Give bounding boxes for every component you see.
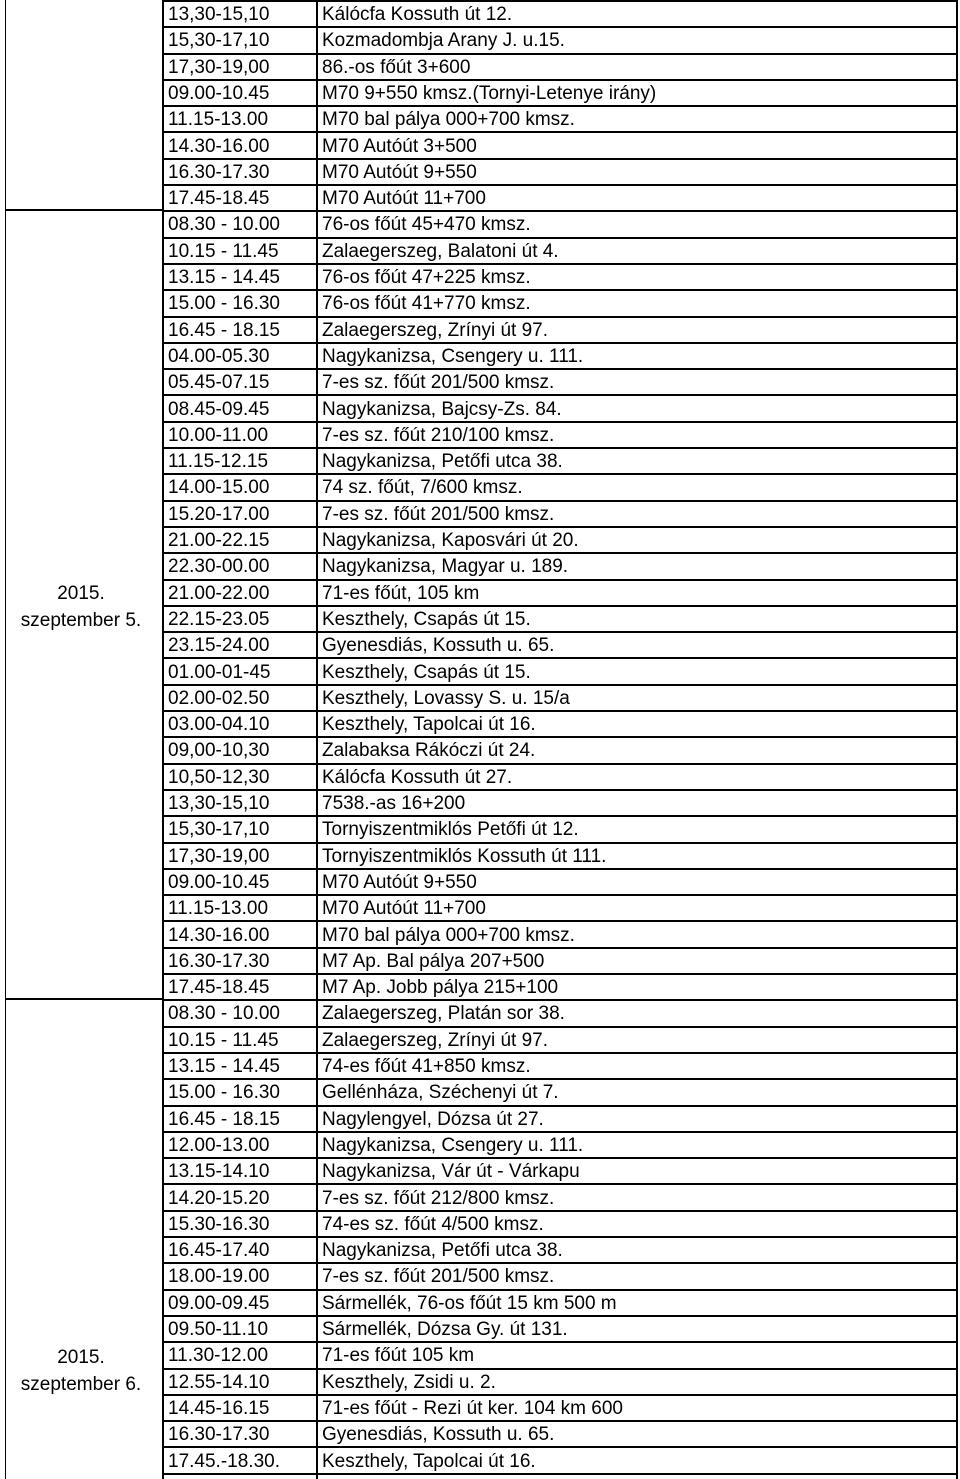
table-row	[164, 896, 956, 922]
table-row	[164, 1001, 956, 1027]
time-cell: 13,30-15,10	[168, 793, 270, 814]
location-cell: Nagykanizsa, Csengery u. 111.	[322, 1134, 584, 1156]
table-row	[164, 55, 956, 81]
table-row	[164, 1264, 956, 1290]
time-cell: 11.30-12.00	[168, 1345, 269, 1367]
table-row	[164, 791, 956, 817]
time-cell: 13.15 - 14.45	[168, 267, 280, 288]
location-cell: 7-es sz. főút 201/500 kmsz.	[322, 372, 555, 394]
time-cell: 02.00-02.50	[168, 687, 270, 709]
location-cell: M70 bal pálya 000+700 kmsz.	[322, 924, 575, 946]
table-row	[164, 817, 956, 843]
location-cell: Keszthely, Tapolcai út 16.	[322, 714, 536, 736]
table-row	[164, 528, 956, 554]
time-cell: 09.00-09.45	[168, 1292, 270, 1314]
table-row	[164, 107, 956, 133]
location-cell: Nagylengyel, Dózsa út 27.	[322, 1108, 544, 1130]
location-cell: Kozmadombja Arany J. u.15.	[322, 30, 565, 52]
time-cell: 08.45-09.45	[168, 398, 270, 420]
time-cell: 11.15-13.00	[168, 898, 269, 920]
time-cell: 17.45-18.45	[168, 977, 270, 999]
time-cell: 04.00-05.30	[168, 345, 270, 367]
time-cell: 10.15 - 11.45	[168, 1029, 279, 1051]
table-row	[164, 1396, 956, 1422]
location-cell: M70 Autóút 9+550	[322, 871, 477, 893]
location-cell: M70 bal pálya 000+700 kmsz.	[322, 109, 575, 131]
time-cell: 16.45 - 18.15	[168, 1108, 280, 1130]
time-cell: 14.20-15.20	[168, 1187, 270, 1209]
location-cell: Zalaegerszeg, Zrínyi út 97.	[322, 1029, 548, 1051]
table-row	[164, 581, 956, 607]
table-row	[164, 1449, 956, 1475]
time-cell: 11.15-12.15	[168, 451, 269, 473]
table-row	[164, 686, 956, 712]
time-cell: 13,30-15,10	[168, 4, 270, 25]
location-cell: Keszthely, Csapás út 15.	[322, 661, 531, 683]
date-label-year: 2015.	[57, 1347, 105, 1368]
location-cell: 71-es főút 105 km	[322, 1345, 475, 1367]
table-row	[164, 923, 956, 949]
location-cell: 7538.-as 16+200	[322, 793, 466, 814]
table-row	[164, 1028, 956, 1054]
location-cell: 74-es sz. főút 4/500 kmsz.	[322, 1213, 544, 1235]
left-edge-line	[5, 0, 6, 1479]
time-cell: 16.30-17.30	[168, 161, 270, 183]
table-row	[164, 1238, 956, 1264]
table-row	[164, 1159, 956, 1185]
table-row	[164, 475, 956, 501]
time-cell: 03.00-04.10	[168, 714, 270, 736]
time-cell: 15.20-17.00	[168, 503, 270, 525]
time-cell: 15.00 - 16.30	[168, 293, 280, 315]
location-cell: Nagykanizsa, Bajcsy-Zs. 84.	[322, 398, 562, 420]
time-cell: 10.15 - 11.45	[168, 240, 279, 262]
time-cell: 22.30-00.00	[168, 556, 270, 578]
table-row	[164, 1370, 956, 1396]
date-label-day: szeptember 6.	[20, 1374, 142, 1395]
time-cell: 21.00-22.15	[168, 530, 270, 551]
table-row	[164, 1080, 956, 1106]
table-row	[164, 633, 956, 659]
time-cell: 09.00-10.45	[168, 871, 270, 893]
time-cell: 01.00-01-45	[168, 661, 271, 683]
table-row	[164, 423, 956, 449]
time-cell: 17,30-19,00	[168, 56, 270, 78]
location-cell: M70 Autóút 3+500	[322, 135, 477, 157]
time-cell: 14.30-16.00	[168, 135, 270, 157]
time-cell: 15.00 - 16.30	[168, 1082, 280, 1104]
time-cell: 18.00-19.00	[168, 1266, 270, 1288]
table-row	[164, 134, 956, 160]
time-cell: 17,30-19,00	[168, 845, 270, 867]
location-cell: Gellénháza, Széchenyi út 7.	[322, 1082, 559, 1104]
time-cell: 15,30-17,10	[168, 819, 270, 841]
location-cell: Nagykanizsa, Magyar u. 189.	[322, 556, 569, 578]
table-right-border	[956, 0, 958, 1479]
location-cell: Zalabaksa Rákóczi út 24.	[322, 740, 536, 762]
location-cell: Tornyiszentmiklós Petőfi út 12.	[322, 819, 579, 841]
location-cell: Sármellék, 76-os főút 15 km 500 m	[322, 1292, 617, 1314]
location-cell: Zalaegerszeg, Platán sor 38.	[322, 1003, 565, 1025]
location-cell: Zalaegerszeg, Zrínyi út 97.	[322, 319, 548, 341]
location-cell: Zalaegerszeg, Balatoni út 4.	[322, 240, 559, 262]
time-cell: 22.15-23.05	[168, 608, 270, 630]
location-cell: M7 Ap. Bal pálya 207+500	[322, 950, 545, 972]
table-row	[164, 28, 956, 54]
table-row	[164, 397, 956, 423]
location-cell: Gyenesdiás, Kossuth u. 65.	[322, 1424, 555, 1446]
table-row	[164, 291, 956, 317]
table-row	[164, 870, 956, 896]
time-cell: 08.30 - 10.00	[168, 214, 280, 236]
location-cell: Nagykanizsa, Csengery u. 111.	[322, 345, 584, 367]
location-cell: Gyenesdiás, Kossuth u. 65.	[322, 635, 555, 657]
time-cell: 16.45 - 18.15	[168, 319, 280, 341]
location-cell: Kálócfa Kossuth út 27.	[322, 766, 513, 788]
time-cell: 15.30-16.30	[168, 1213, 270, 1235]
time-cell: 09.50-11.10	[168, 1319, 269, 1340]
location-cell: 7-es sz. főút 201/500 kmsz.	[322, 503, 555, 525]
table-row	[164, 1343, 956, 1369]
location-cell: 86.-os főút 3+600	[322, 56, 471, 78]
location-cell: 74-es főút 41+850 kmsz.	[322, 1056, 531, 1077]
time-cell: 13.15 - 14.45	[168, 1056, 280, 1077]
table-row	[164, 1054, 956, 1080]
location-cell: 71-es főút - Rezi út ker. 104 km 600	[322, 1397, 623, 1419]
table-row	[164, 186, 956, 212]
time-cell: 15,30-17,10	[168, 30, 270, 52]
location-cell: Keszthely, Zsidi u. 2.	[322, 1371, 496, 1393]
table-row	[164, 1186, 956, 1212]
location-cell: Nagykanizsa, Vár út - Várkapu	[322, 1161, 580, 1183]
time-cell: 11.15-13.00	[168, 109, 269, 131]
table-row	[164, 1212, 956, 1238]
time-cell: 10,50-12,30	[168, 766, 270, 788]
table-row	[164, 344, 956, 370]
time-cell: 16.30-17.30	[168, 1424, 270, 1446]
time-cell: 13.15-14.10	[168, 1161, 270, 1183]
time-cell: 16.30-17.30	[168, 950, 270, 972]
time-cell: 14.00-15.00	[168, 477, 270, 499]
location-cell: M70 9+550 kmsz.(Tornyi-Letenye irány)	[322, 82, 657, 104]
time-cell: 14.30-16.00	[168, 924, 270, 946]
location-cell: Nagykanizsa, Kaposvári út 20.	[322, 530, 579, 551]
time-cell: 21.00-22.00	[168, 582, 270, 604]
table-row	[164, 738, 956, 764]
location-cell: 7-es sz. főút 212/800 kmsz.	[322, 1187, 555, 1209]
time-cell: 12.55-14.10	[168, 1371, 270, 1393]
location-cell: Keszthely, Tapolcai út 16.	[322, 1450, 536, 1472]
location-cell: M70 Autóút 11+700	[322, 188, 486, 210]
date-label-year: 2015.	[57, 583, 105, 604]
location-cell: M7 Ap. Jobb pálya 215+100	[322, 977, 559, 999]
location-cell: 7-es sz. főút 201/500 kmsz.	[322, 1266, 555, 1288]
table-row	[164, 160, 956, 186]
table-row	[164, 502, 956, 528]
time-cell: 09.00-10.45	[168, 82, 270, 104]
time-cell: 10.00-11.00	[168, 424, 269, 446]
table-row	[164, 1107, 956, 1133]
table-row	[164, 607, 956, 633]
location-cell: Tornyiszentmiklós Kossuth út 111.	[322, 845, 607, 867]
location-cell: 7-es sz. főút 210/100 kmsz.	[322, 424, 555, 446]
table-row	[164, 975, 956, 1001]
location-cell: 76-os főút 41+770 kmsz.	[322, 293, 531, 315]
location-cell: 71-es főút, 105 km	[322, 582, 480, 604]
location-cell: Keszthely, Csapás út 15.	[322, 608, 531, 630]
table-row	[164, 844, 956, 870]
table-row	[164, 1291, 956, 1317]
time-cell: 17.45.-18.30.	[168, 1450, 280, 1472]
location-cell: M70 Autóút 9+550	[322, 161, 477, 183]
table-row	[164, 554, 956, 580]
time-cell: 14.45-16.15	[168, 1397, 270, 1419]
time-cell: 09,00-10,30	[168, 740, 270, 762]
table-row	[164, 1422, 956, 1448]
location-cell: Sármellék, Dózsa Gy. út 131.	[322, 1319, 568, 1340]
table-row	[164, 265, 956, 291]
table-row	[164, 1133, 956, 1159]
date-label-day: szeptember 5.	[20, 610, 142, 631]
time-cell: 08.30 - 10.00	[168, 1003, 280, 1025]
time-cell: 12.00-13.00	[168, 1134, 270, 1156]
time-cell: 23.15-24.00	[168, 635, 270, 657]
table-row	[164, 660, 956, 686]
table-row	[164, 1317, 956, 1343]
table-row	[164, 239, 956, 265]
location-cell: Nagykanizsa, Petőfi utca 38.	[322, 451, 563, 473]
date-section-divider	[5, 998, 163, 1000]
date-section-divider	[5, 209, 163, 211]
time-cell: 16.45-17.40	[168, 1240, 270, 1262]
table-row	[164, 318, 956, 344]
location-cell: Nagykanizsa, Petőfi utca 38.	[322, 1240, 563, 1262]
location-cell: 76-os főút 47+225 kmsz.	[322, 267, 531, 288]
location-cell: 76-os főút 45+470 kmsz.	[322, 214, 531, 236]
table-row	[164, 81, 956, 107]
location-cell: M70 Autóút 11+700	[322, 898, 486, 920]
table-row	[164, 212, 956, 238]
table-row	[164, 712, 956, 738]
time-cell: 17.45-18.45	[168, 188, 270, 210]
table-row	[164, 765, 956, 791]
time-cell: 05.45-07.15	[168, 372, 270, 394]
location-cell: Kálócfa Kossuth út 12.	[322, 4, 513, 25]
table-row	[164, 370, 956, 396]
location-cell: Keszthely, Lovassy S. u. 15/a	[322, 687, 570, 709]
table-row	[164, 949, 956, 975]
location-cell: 74 sz. főút, 7/600 kmsz.	[322, 477, 523, 499]
table-row	[164, 2, 956, 28]
table-row	[164, 449, 956, 475]
